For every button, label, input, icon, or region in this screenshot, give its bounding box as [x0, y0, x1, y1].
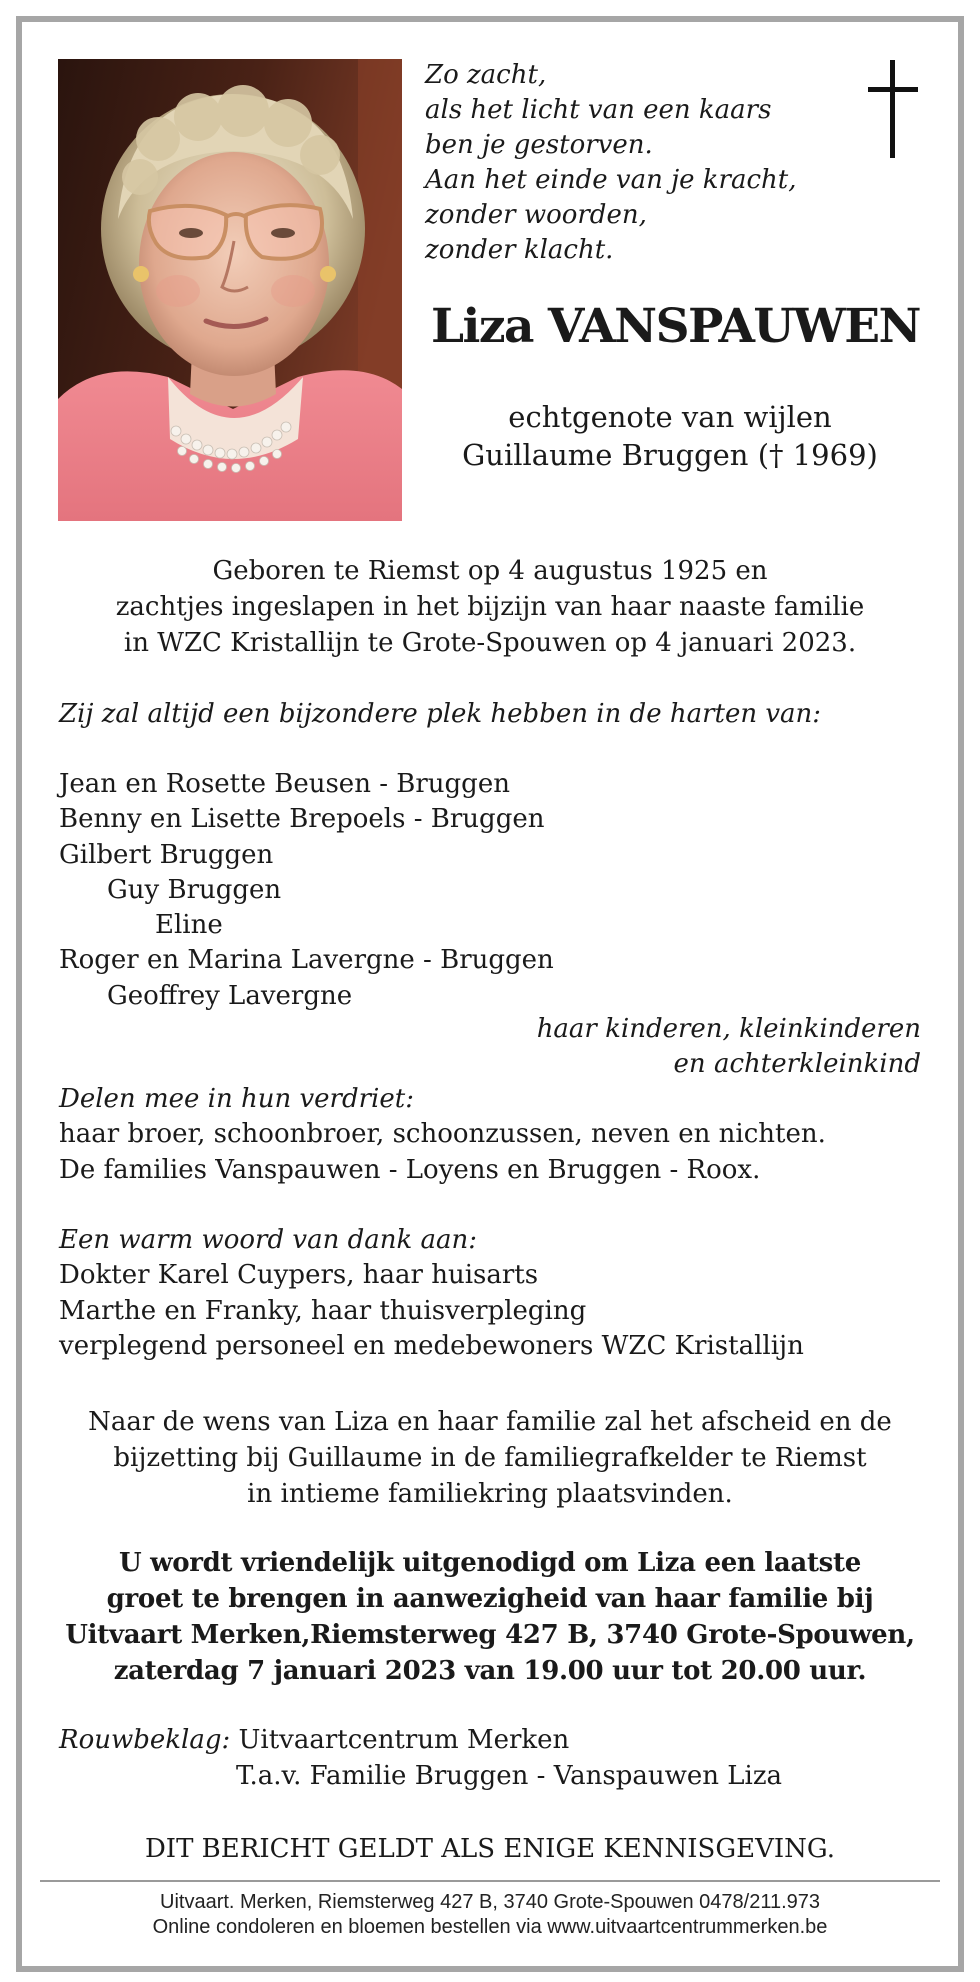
thanks-line: verplegend personeel en medebewoners WZC Kristallijn	[59, 1330, 804, 1361]
spouse-line: Guillaume Bruggen († 1969)	[462, 438, 878, 472]
invitation-line: Uitvaart Merken,Riemsterweg 427 B, 3740 Grote-Spouwen,	[65, 1620, 915, 1650]
birth-death-info	[40, 553, 940, 661]
condolences-section	[59, 1722, 939, 1794]
spouse-info	[410, 398, 930, 474]
thanks-intro: Een warm woord van dank aan:	[59, 1225, 477, 1255]
invitation-line: U wordt vriendelijk uitgenodigd om Liza een laatste	[119, 1548, 861, 1578]
family-section	[59, 697, 939, 732]
footer	[40, 1890, 940, 1940]
grief-intro: Delen mee in hun verdriet:	[59, 1084, 414, 1114]
deceased-name: Liza VANSPAUWEN	[430, 299, 920, 354]
family-member: Jean en Rosette Beusen - Bruggen	[59, 769, 510, 799]
invitation-line: zaterdag 7 januari 2023 van 19.00 uur tot 20.00 uur.	[113, 1656, 867, 1686]
born-line: zachtjes ingeslapen in het bijzijn van haar naaste familie	[115, 592, 865, 622]
farewell-line: Naar de wens van Liza en haar familie zal het afscheid en de	[88, 1407, 892, 1437]
poem-line: ben je gestorven.	[425, 130, 653, 160]
grief-line: De families Vanspauwen - Loyens en Bruggen - Roox.	[59, 1154, 761, 1185]
born-line: in WZC Kristallijn te Grote-Spouwen op 4 januari 2023.	[123, 628, 857, 658]
poem-line: zonder woorden,	[425, 200, 647, 230]
family-intro: Zij zal altijd een bijzondere plek hebben in de harten van:	[59, 699, 822, 729]
poem-line: als het licht van een kaars	[425, 95, 772, 125]
farewell-section	[40, 1404, 940, 1512]
family-member: Eline	[155, 910, 223, 941]
poem-line: Aan het einde van je kracht,	[425, 165, 797, 195]
family-relation	[400, 1012, 921, 1082]
farewell-line: bijzetting bij Guillaume in de familiegrafkelder te Riemst	[113, 1443, 867, 1473]
poem-line: Zo zacht,	[425, 60, 547, 90]
footer-address: Uitvaart. Merken, Riemsterweg 427 B, 3740 Grote-Spouwen 0478/211.973	[160, 1891, 820, 1913]
footer-divider	[40, 1880, 940, 1882]
footer-online: Online condoleren en bloemen bestellen via www.uitvaartcentrummerken.be	[152, 1916, 828, 1938]
cross-icon	[864, 60, 924, 160]
relation-line: en achterkleinkind	[673, 1049, 921, 1079]
family-member: Roger en Marina Lavergne - Bruggen	[59, 945, 554, 976]
family-member: Benny en Lisette Brepoels - Bruggen	[59, 804, 545, 835]
family-member: Geoffrey Lavergne	[107, 980, 353, 1011]
grief-section	[59, 1082, 939, 1188]
condolences-label: Rouwbeklag:	[59, 1725, 231, 1755]
relation-line: haar kinderen, kleinkinderen	[536, 1014, 921, 1044]
thanks-line: Marthe en Franky, haar thuisverpleging	[59, 1295, 587, 1326]
family-member: Guy Bruggen	[107, 874, 282, 905]
invitation-line: groet te brengen in aanwezigheid van haar familie bij	[106, 1584, 874, 1614]
family-member: Gilbert Bruggen	[59, 839, 274, 870]
invitation-section	[40, 1545, 940, 1689]
notice-text: DIT BERICHT GELDT ALS ENIGE KENNISGEVING.	[144, 1834, 836, 1864]
born-line: Geboren te Riemst op 4 augustus 1925 en	[212, 556, 768, 586]
portrait-photo	[58, 59, 402, 521]
family-members	[59, 767, 939, 1014]
spouse-line: echtgenote van wijlen	[508, 400, 832, 434]
poem	[425, 58, 825, 268]
farewell-line: in intieme familiekring plaatsvinden.	[247, 1479, 733, 1509]
poem-line: zonder klacht.	[425, 235, 614, 265]
condolences-recipient: Uitvaartcentrum Merken	[230, 1725, 570, 1755]
thanks-section	[59, 1223, 939, 1364]
condolences-attn: T.a.v. Familie Bruggen - Vanspauwen Liza	[236, 1761, 783, 1791]
thanks-line: Dokter Karel Cuypers, haar huisarts	[59, 1260, 539, 1291]
grief-line: haar broer, schoonbroer, schoonzussen, neven en nichten.	[59, 1119, 826, 1150]
